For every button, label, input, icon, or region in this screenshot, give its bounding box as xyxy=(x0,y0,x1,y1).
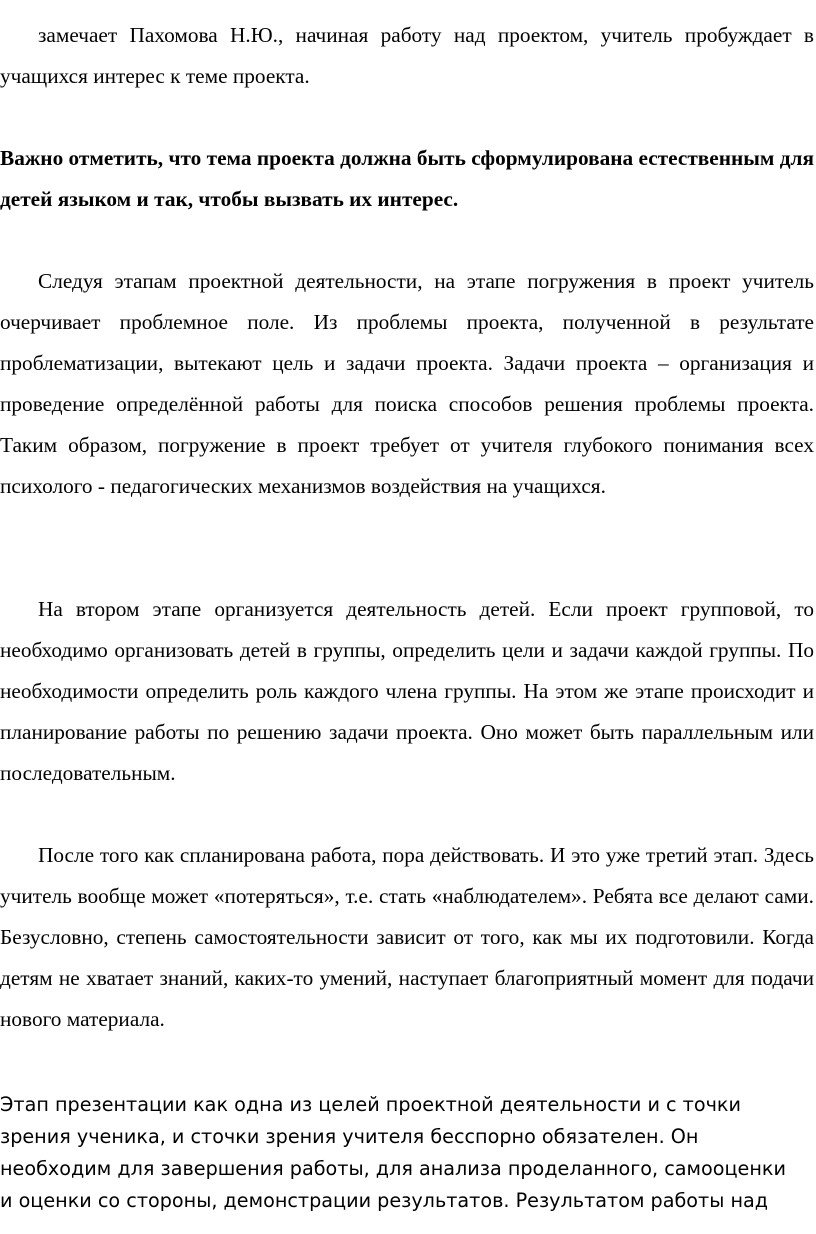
paragraph-intro: замечает Пахомова Н.Ю., начиная работу над проектом, учитель пробуждает в учащихся интерес к теме проекта. xyxy=(0,23,814,88)
paragraph-important-note: Важно отметить, что тема проекта должна быть сформулирована естественным для детей языком и так, чтобы вызвать их интерес. xyxy=(0,146,814,211)
paragraph-second-stage: На втором этапе организуется деятельность детей. Если проект групповой, то необходимо организовать детей в группы, определить цели и задачи каждой группы. По необходимости определить роль каждого члена группы. На этом же этапе происходит и планирование работы по решению задачи проекта. Оно может быть параллельным или последовательным. xyxy=(0,597,814,785)
paragraph-presentation-stage: Этап презентации как одна из целей проектной деятельности и с точки зрения ученика, и сточки зрения учителя бесспорно обязателен. Он необходим для завершения работы, для анализа проделанного, самооценки и оценки со стороны, демонстрации результатов. Результатом работы над xyxy=(0,1093,786,1212)
paragraph-third-stage: После того как спланирована работа, пора действовать. И это уже третий этап. Здесь учитель вообще может «потеряться», т.е. стать «наблюдателем». Ребята все делают сами. Безусловно, степень самостоятельности зависит от того, как мы их подготовили. Когда детям не хватает знаний, каких-то умений, наступает благоприятный момент для подачи нового материала. xyxy=(0,843,814,1031)
paragraph-immersion-stage: Следуя этапам проектной деятельности, на этапе погружения в проект учитель очерчивает проблемное поле. Из проблемы проекта, полученной в результате проблематизации, вытекают цель и задачи проекта. Задачи проекта – организация и проведение определённой работы для поиска способов решения проблемы проекта. Таким образом, погружение в проект требует от учителя глубокого понимания всех психолого - педагогических механизмов воздействия на учащихся. xyxy=(0,269,814,498)
